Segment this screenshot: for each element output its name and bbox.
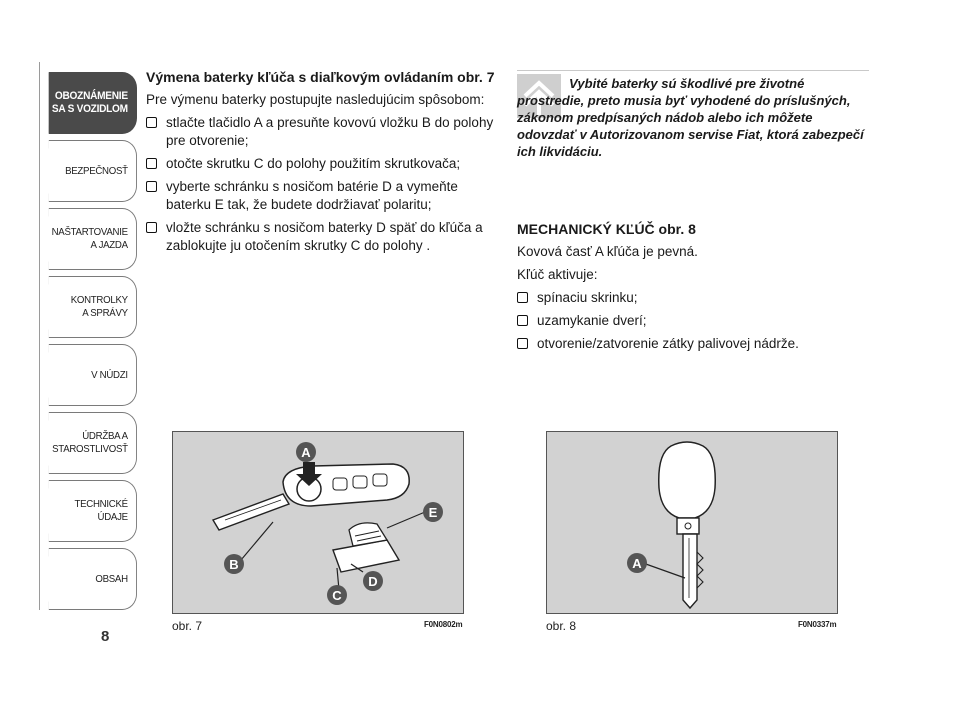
tab-technicke-udaje[interactable]: TECHNICKÉ ÚDAJE [49,480,137,542]
figure-7-caption: obr. 7 [172,619,203,633]
callout-a: A [296,442,316,462]
list-item: spínaciu skrinku; [517,289,869,307]
tab-oboznamenie[interactable]: OBOZNÁMENIE SA S VOZIDLOM [49,72,137,134]
callout-e: E [423,502,443,522]
key-activates-text: Kľúč aktivuje: [517,267,598,282]
checkbox-bullet-icon [517,315,528,326]
sidebar-divider [39,62,40,610]
figure-8 [546,431,838,614]
tab-nastartovanie[interactable]: NAŠTARTOVANIE A JAZDA [49,208,137,270]
tab-obsah[interactable]: OBSAH [49,548,137,610]
step-item: vyberte schránku s nosičom batérie D a vymeňte baterku E tak, že budete dodržiavať polaritu; [146,178,498,214]
checkbox-bullet-icon [146,181,157,192]
tab-kontrolky[interactable]: KONTROLKY A SPRÁVY [49,276,137,338]
checkbox-bullet-icon [146,158,157,169]
figure-8-code: F0N0337m [798,620,837,629]
callout-d: D [363,571,383,591]
figure-7 [172,431,464,614]
figure-8-caption: obr. 8 [546,619,577,633]
tab-udrzba[interactable]: ÚDRŽBA A STAROSTLIVOSŤ [49,412,137,474]
figure-7-code: F0N0802m [424,620,463,629]
remote-key-illustration [173,432,463,613]
list-item: otvorenie/zatvorenie zátky palivovej nádrže. [517,335,869,353]
battery-heading: Výmena baterky kľúča s diaľkovým ovládaním obr. 7 [146,69,495,85]
checkbox-bullet-icon [146,117,157,128]
mechanical-key-text: Kovová časť A kľúča je pevná. [517,244,698,259]
tab-bezpecnost[interactable]: BEZPEČNOSŤ [49,140,137,202]
step-item: vložte schránku s nosičom baterky D späť do kľúča a zablokujte ju otočením skrutky C do polohy . [146,219,498,255]
checkbox-bullet-icon [517,292,528,303]
checkbox-bullet-icon [146,222,157,233]
checkbox-bullet-icon [517,338,528,349]
callout-c: C [327,585,347,605]
warning-top-rule [517,70,869,71]
step-item: otočte skrutku C do polohy použitím skrutkovača; [146,155,498,173]
step-item: stlačte tlačidlo A a presuňte kovovú vložku B do polohy pre otvorenie; [146,114,498,150]
callout-b: B [224,554,244,574]
page-number: 8 [101,628,110,645]
tab-v-nudzi[interactable]: V NÚDZI [49,344,137,406]
right-column [517,220,869,358]
left-column [146,68,498,260]
battery-disposal-warning: Vybité baterky sú škodlivé pre životné prostredie, preto musia byť vyhodené do príslušných, zákonom predpísaných nádob alebo ich môžete odovzdať v Autorizovanom servise Fiat, ktorá zabezpečí ich likvidáciu. [517,76,864,159]
list-item: uzamykanie dverí; [517,312,869,330]
battery-intro: Pre výmenu baterky postupujte nasledujúcim spôsobom: [146,92,485,107]
callout-a: A [627,553,647,573]
mechanical-key-illustration [547,432,837,613]
mechanical-key-heading: MECHANICKÝ KĽÚČ obr. 8 [517,221,696,237]
